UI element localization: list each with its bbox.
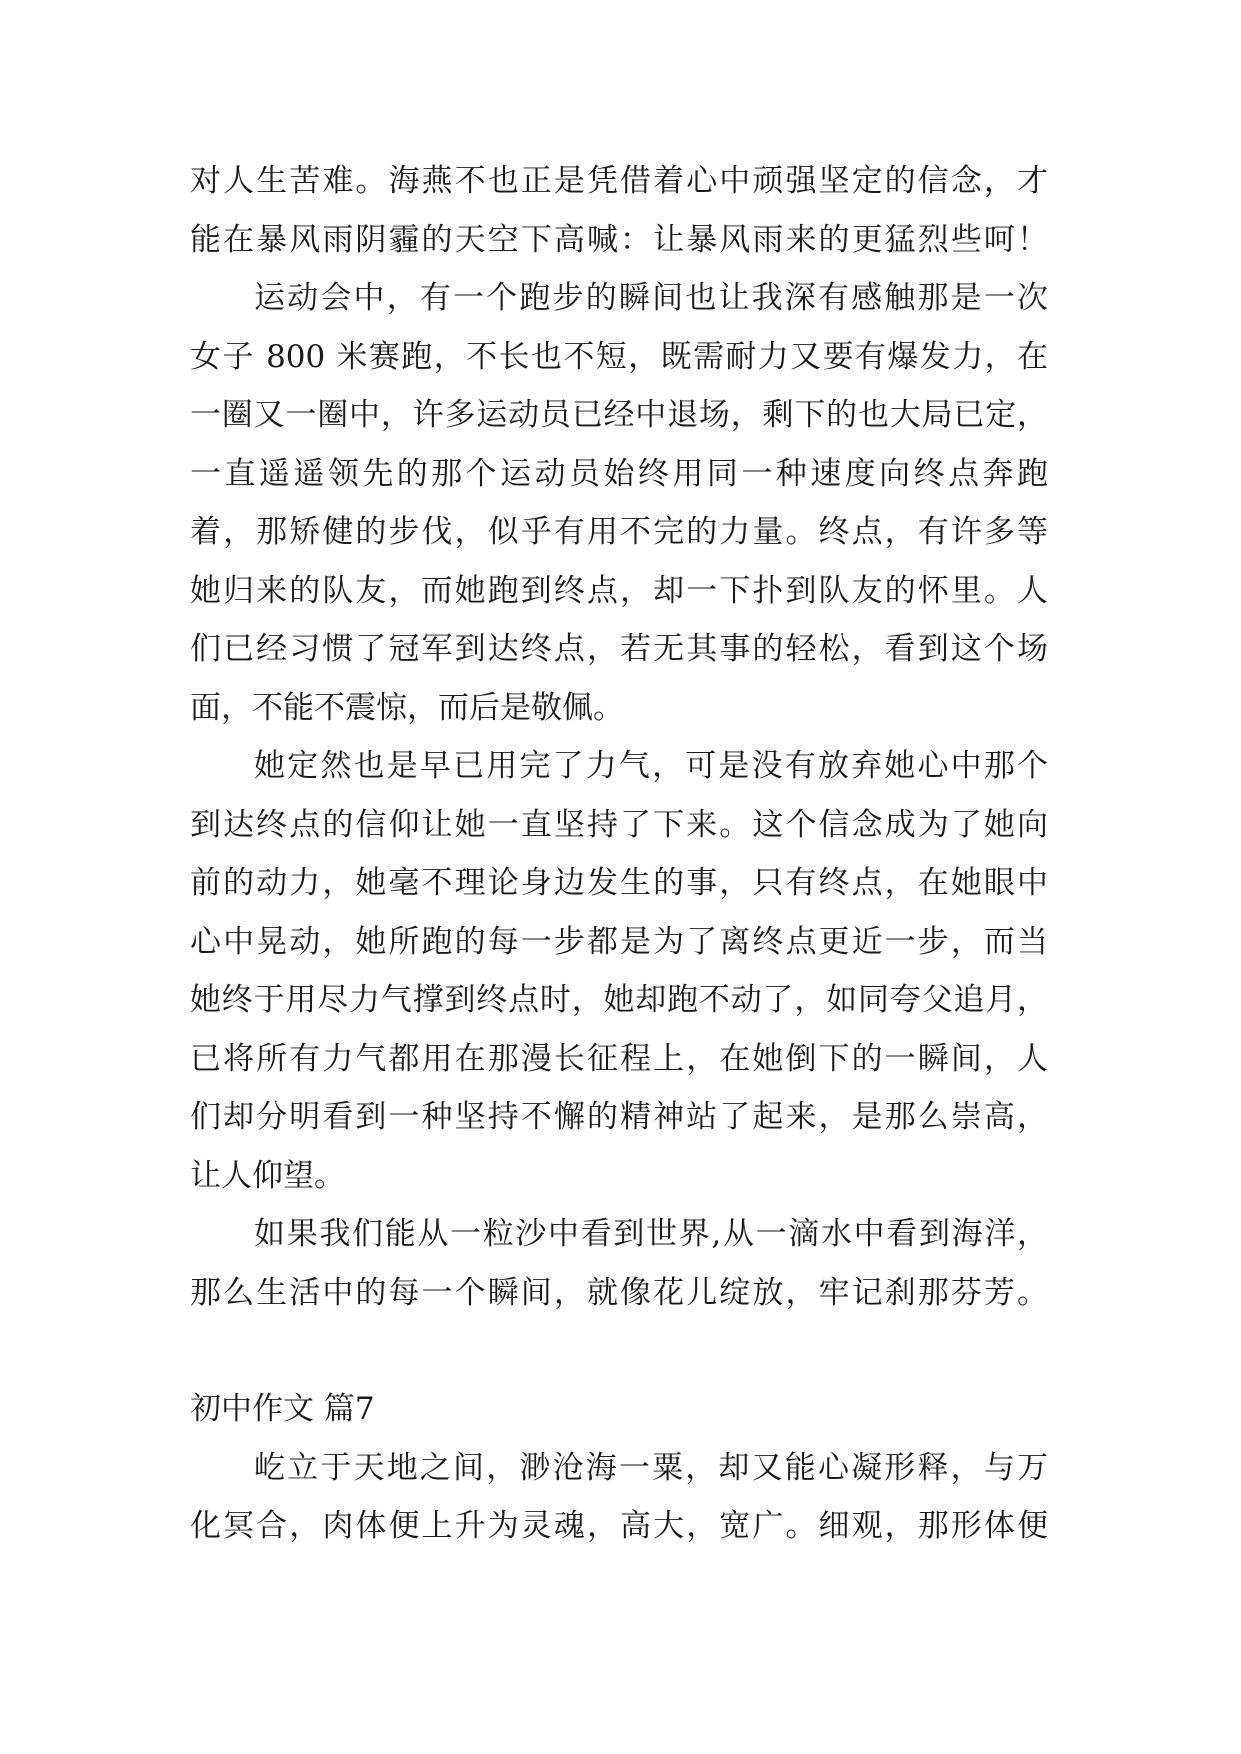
paragraph-1 <box>190 152 1048 269</box>
text-line: 她终于用尽力气撑到终点时，她却跑不动了，如同夸父追月， <box>190 982 1048 1018</box>
text-line: 能在暴风雨阴霾的天空下高喊：让暴风雨来的更猛烈些呵！ <box>190 221 1048 258</box>
paragraph-3 <box>190 737 1048 1205</box>
text-line: 们已经习惯了冠军到达终点，若无其事的轻松，看到这个场 <box>190 631 1048 667</box>
text-line: 已将所有力气都用在那漫长征程上，在她倒下的一瞬间，人 <box>190 1040 1048 1077</box>
text-line: 运动会中，有一个跑步的瞬间也让我深有感触那是一次 <box>254 280 1048 316</box>
text-line: 女子 800 米赛跑，不长也不短，既需耐力又要有爆发力，在 <box>190 338 1048 375</box>
text-line: 她归来的队友，而她跑到终点，却一下扑到队友的怀里。人 <box>190 572 1048 609</box>
text-line: 屹立于天地之间，渺沧海一粟，却又能心凝形释，与万 <box>254 1449 1048 1486</box>
text-line: 对人生苦难。海燕不也正是凭借着心中顽强坚定的信念，才 <box>190 163 1048 199</box>
text-line: 化冥合，肉体便上升为灵魂，高大，宽广。细观，那形体便 <box>190 1508 1048 1544</box>
text-line: 面，不能不震惊，而后是敬佩。 <box>190 689 624 726</box>
text-line: 她定然也是早已用完了力气，可是没有放弃她心中那个 <box>254 748 1048 784</box>
text-line: 一直遥遥领先的那个运动员始终用同一种速度向终点奔跑 <box>190 455 1048 492</box>
section-heading: 初中作文 篇7 <box>190 1391 375 1427</box>
text-line: 着，那矫健的步伐，似乎有用不完的力量。终点，有许多等 <box>190 514 1048 550</box>
text-line: 如果我们能从一粒沙中看到世界,从一滴水中看到海洋， <box>254 1216 1048 1252</box>
text-line: 前的动力，她毫不理论身边发生的事，只有终点，在她眼中 <box>190 865 1048 901</box>
section-paragraph <box>190 1439 1048 1556</box>
text-line: 们却分明看到一种坚持不懈的精神站了起来，是那么崇高， <box>190 1099 1048 1135</box>
text-line: 一圈又一圈中，许多运动员已经中退场，剩下的也大局已定， <box>190 397 1048 433</box>
text-line: 那么生活中的每一个瞬间，就像花儿绽放，牢记刹那芬芳。 <box>190 1274 1048 1311</box>
paragraph-2 <box>190 269 1048 737</box>
text-line: 到达终点的信仰让她一直坚持了下来。这个信念成为了她向 <box>190 806 1048 843</box>
text-line: 心中晃动，她所跑的每一步都是为了离终点更近一步，而当 <box>190 923 1048 960</box>
paragraph-4 <box>190 1205 1048 1322</box>
text-line: 让人仰望。 <box>190 1157 345 1194</box>
document-page <box>190 152 1048 1556</box>
